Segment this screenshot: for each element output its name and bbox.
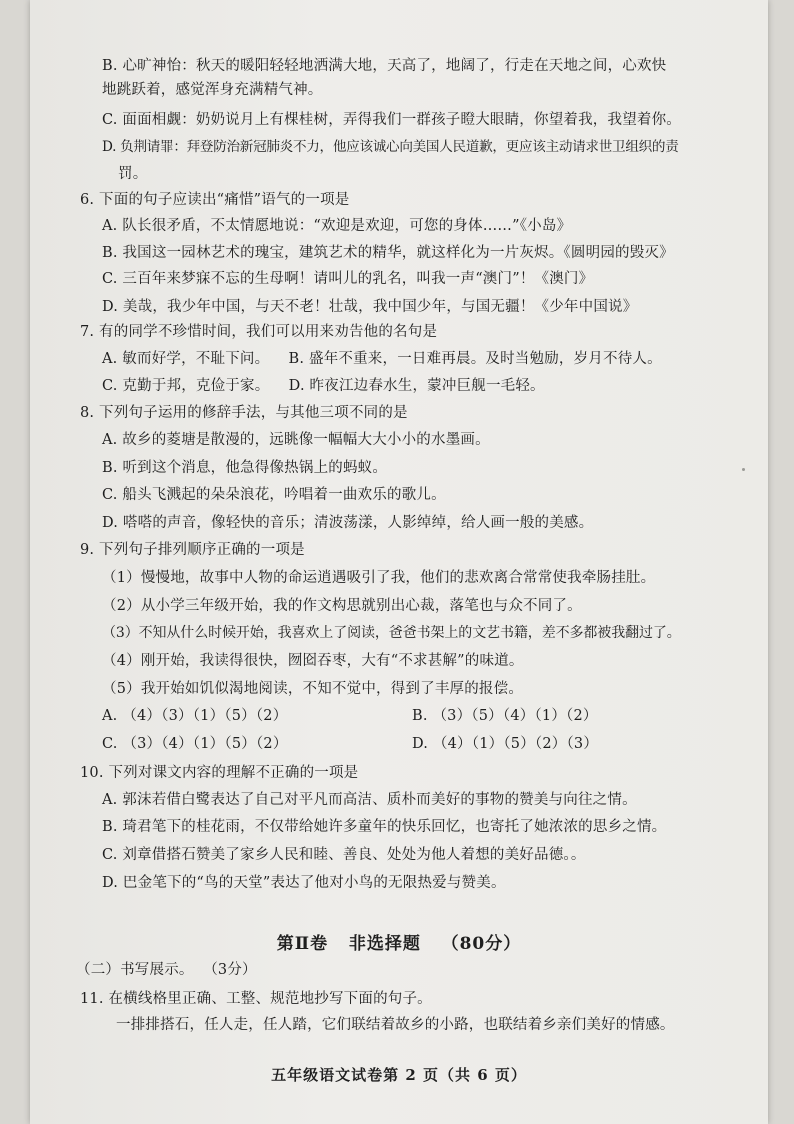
option-c-q10: C. 刘章借搭石赞美了家乡人民和睦、善良、处处为他人着想的美好品德。。 [102, 847, 586, 863]
sentence-3-q9: （3）不知从什么时候开始，我喜欢上了阅读，爸爸书架上的文艺书籍，差不多都被我翻过了。 [102, 625, 681, 641]
option-a-q8: A. 故乡的菱塘是散漫的，远眺像一幅幅大大小小的水墨画。 [102, 432, 490, 448]
question-7: 7. 有的同学不珍惜时间，我们可以用来劝告他的名句是 [80, 324, 438, 340]
option-b-q6: B. 我国这一园林艺术的瑰宝，建筑艺术的精华，就这样化为一片灰烬。《圆明园的毁灭》 [102, 245, 674, 261]
option-d-q9: D. （4）（1）（5）（2）（3） [412, 736, 599, 752]
option-a-q10: A. 郭沫若借白鹭表达了自己对平凡而高洁、质朴而美好的事物的赞美与向往之情。 [102, 792, 637, 808]
part-2-heading: （二）书写展示。 （3分） [76, 962, 257, 978]
option-b-q9: B. （3）（5）（4）（1）（2） [412, 708, 598, 724]
option-b-q10: B. 琦君笔下的桂花雨，不仅带给她许多童年的快乐回忆，也寄托了她浓浓的思乡之情。 [102, 819, 667, 835]
question-11: 11. 在横线格里正确、工整、规范地抄写下面的句子。 [80, 991, 432, 1007]
option-b-q5: B. 心旷神怡：秋天的暖阳轻轻地洒满大地，天高了，地阔了，行走在天地之间，心欢快 [102, 58, 667, 74]
question-8: 8. 下列句子运用的修辞手法，与其他三项不同的是 [80, 405, 408, 421]
sentence-2-q9: （2）从小学三年级开始，我的作文构思就别出心裁，落笔也与众不同了。 [102, 598, 582, 614]
exam-page [30, 0, 768, 1124]
option-c-q5: C. 面面相觑：奶奶说月上有棵桂树，弄得我们一群孩子瞪大眼睛，你望着我，我望着你。 [102, 112, 681, 128]
option-b-q5-cont: 地跳跃着，感觉浑身充满精气神。 [102, 82, 323, 98]
question-10: 10. 下列对课文内容的理解不正确的一项是 [80, 765, 359, 781]
question-6: 6. 下面的句子应读出“痛惜”语气的一项是 [80, 192, 350, 208]
option-c-q9: C. （3）（4）（1）（5）（2） [102, 736, 288, 752]
sentence-4-q9: （4）刚开始，我读得很快，囫囵吞枣，大有“不求甚解”的味道。 [102, 653, 524, 669]
paper-mark [742, 468, 745, 471]
option-b-q8: B. 听到这个消息，他急得像热锅上的蚂蚁。 [102, 460, 388, 476]
option-d-q5-cont: 罚。 [118, 166, 148, 182]
sentence-1-q9: （1）慢慢地，故事中人物的命运逍遇吸引了我，他们的悲欢离合常常使我牵肠挂肚。 [102, 570, 656, 586]
option-a-q6: A. 队长很矛盾，不太情愿地说：“欢迎是欢迎，可您的身体……”《小岛》 [102, 218, 572, 234]
options-cd-q7: C. 克勤于邦，克俭于家。 D. 昨夜江边春水生，蒙冲巨舰一毛轻。 [102, 378, 545, 394]
option-d-q6: D. 美哉，我少年中国，与天不老！壮哉，我中国少年，与国无疆！《少年中国说》 [102, 299, 638, 315]
option-d-q5: D. 负荆请罪：拜登防治新冠肺炎不力，他应该诚心向美国人民道歉，更应该主动请求世卫组织的责 [102, 139, 679, 155]
sentence-5-q9: （5）我开始如饥似渴地阅读，不知不觉中，得到了丰厚的报偿。 [102, 681, 524, 697]
question-9: 9. 下列句子排列顺序正确的一项是 [80, 542, 305, 558]
option-c-q6: C. 三百年来梦寐不忘的生母啊！请叫儿的乳名，叫我一声“澳门”！《澳门》 [102, 271, 594, 287]
option-d-q8: D. 嗒嗒的声音，像轻快的音乐；清波荡漾，人影绰绰，给人画一般的美感。 [102, 515, 594, 531]
option-d-q10: D. 巴金笔下的“鸟的天堂”表达了他对小鸟的无限热爱与赞美。 [102, 875, 506, 891]
options-ab-q7: A. 敏而好学，不耻下问。 B. 盛年不重来，一日难再晨。及时当勉励，岁月不待人。 [102, 351, 662, 367]
page-footer: 五年级语文试卷第 2 页（共 6 页） [271, 1066, 527, 1084]
option-c-q8: C. 船头飞溅起的朵朵浪花，吟唱着一曲欢乐的歌儿。 [102, 487, 446, 503]
copy-sentence: 一排排搭石，任人走，任人踏，它们联结着故乡的小路，也联结着乡亲们美好的情感。 [116, 1017, 675, 1033]
option-a-q9: A. （4）（3）（1）（5）（2） [102, 708, 288, 724]
section-title: 第Ⅱ卷 非选择题 （80分） [276, 934, 522, 954]
